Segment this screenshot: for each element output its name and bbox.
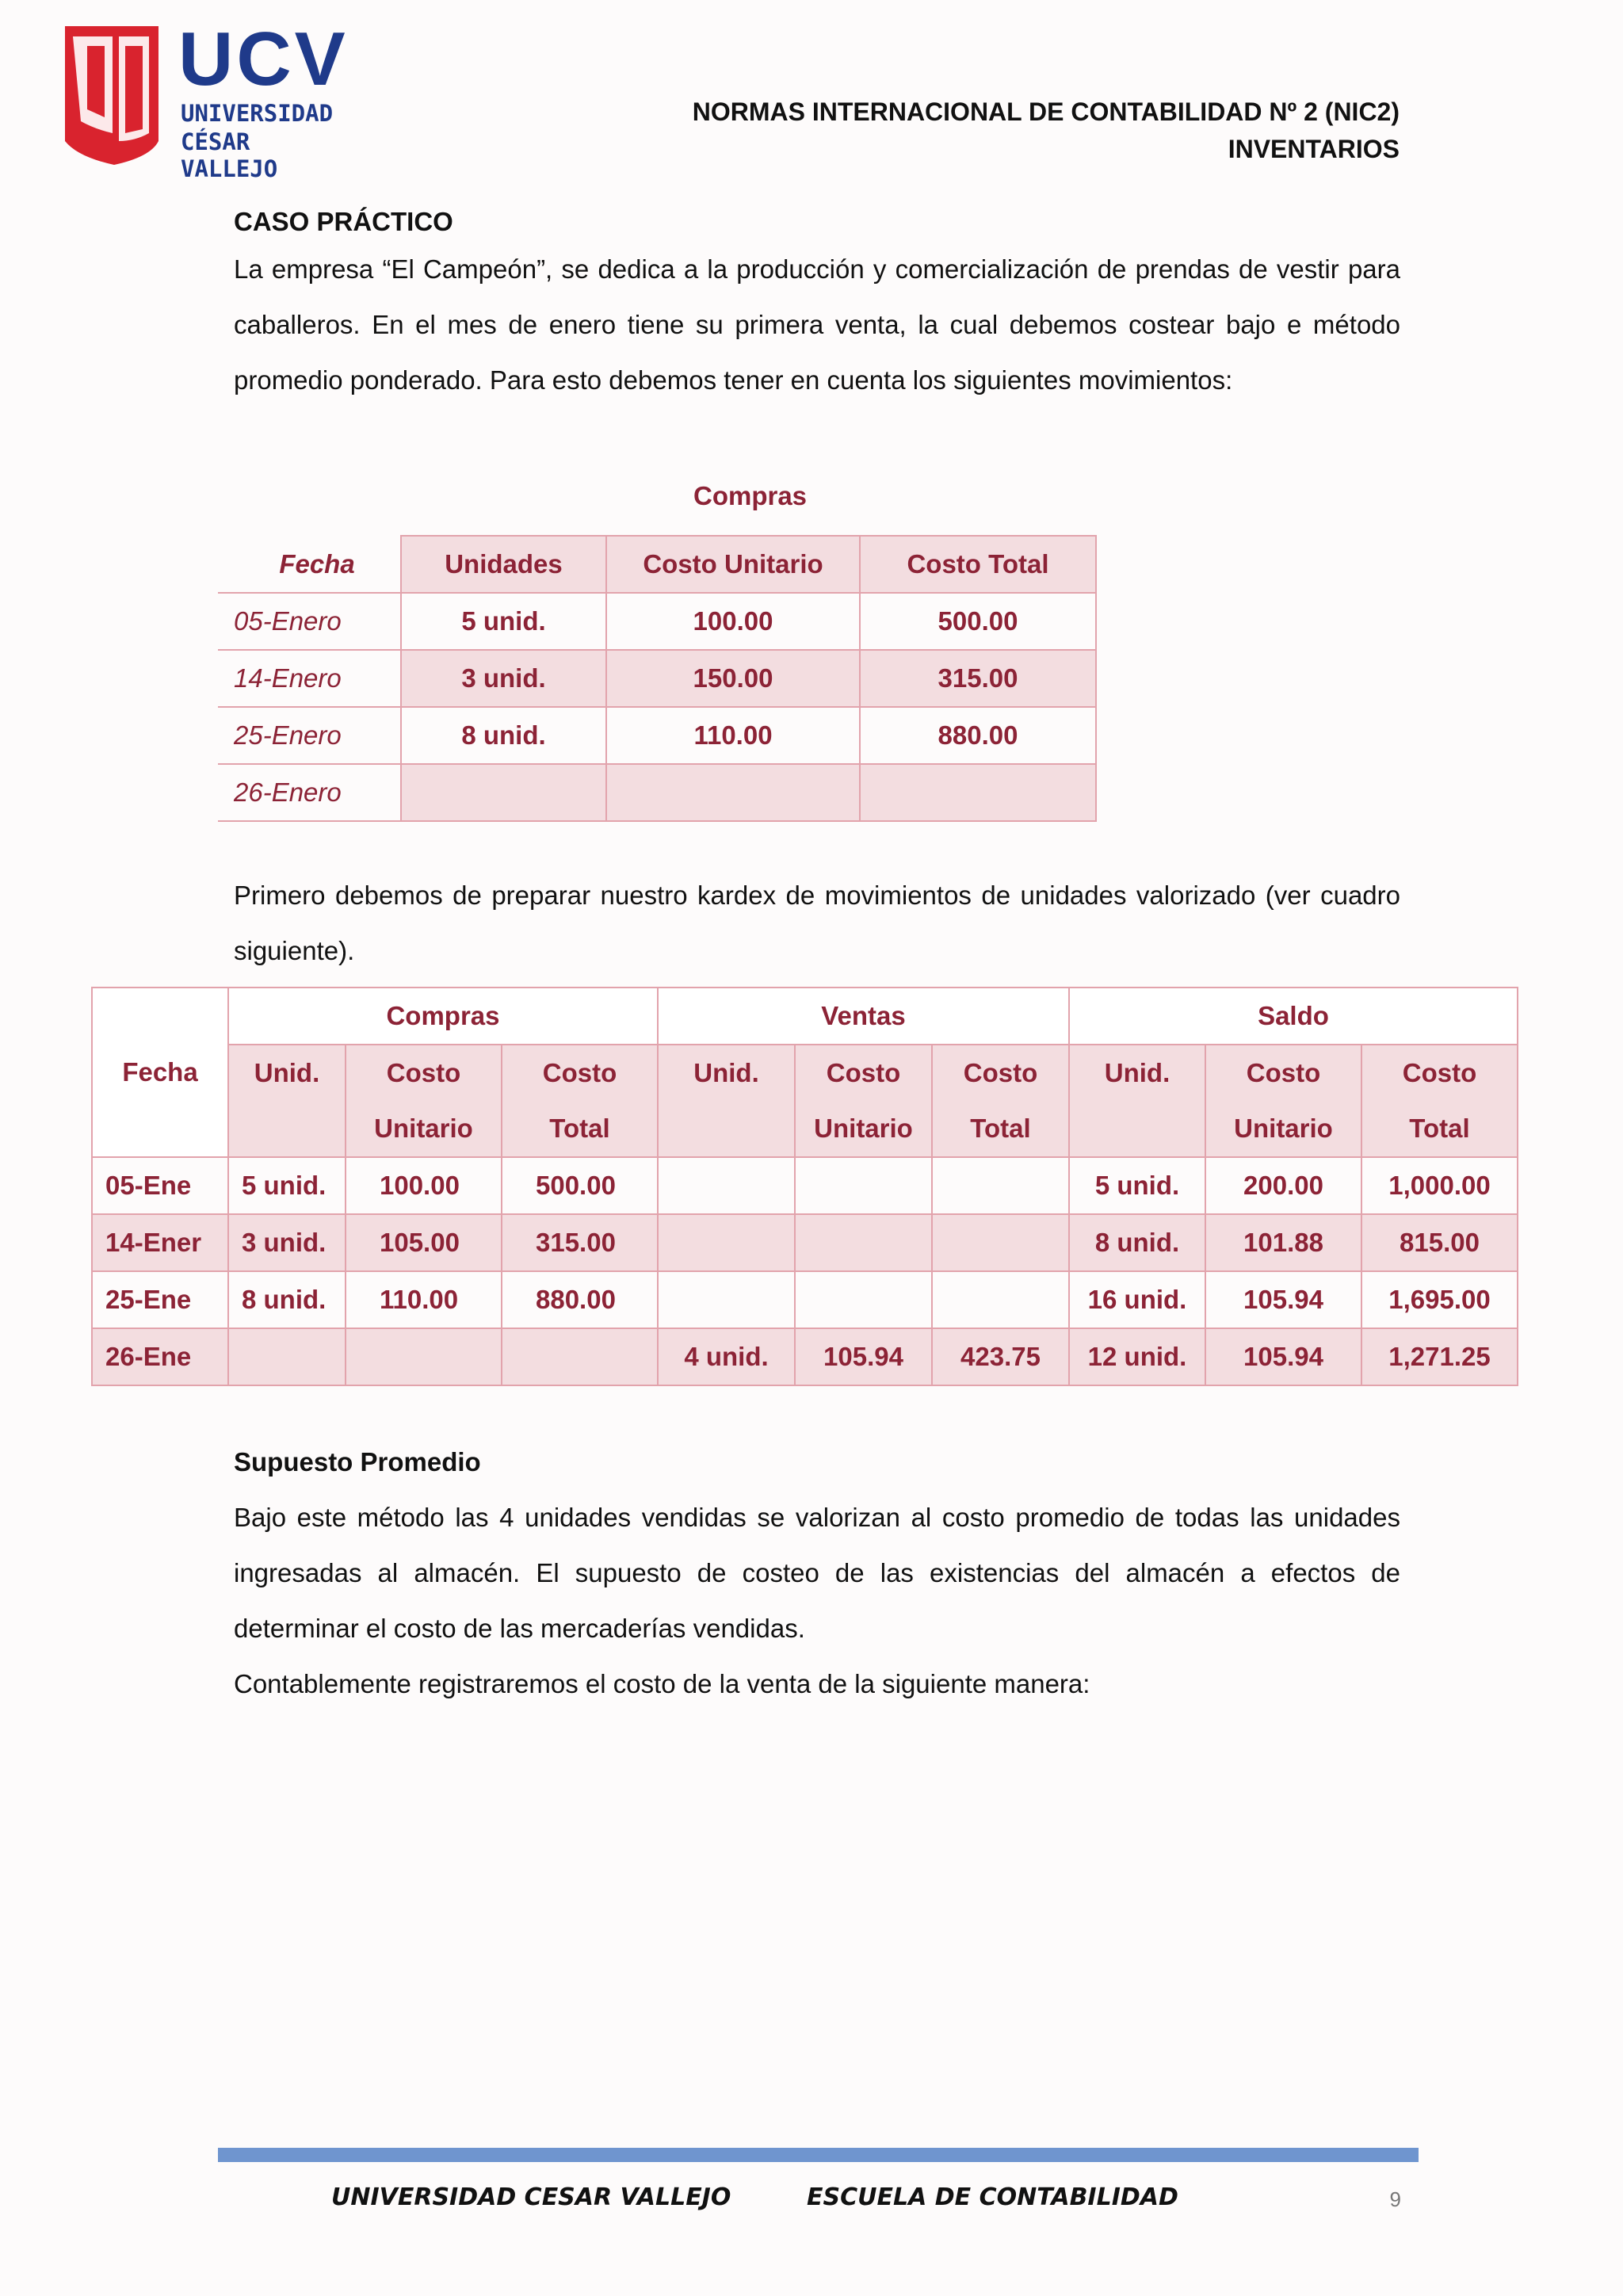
cell: 1,000.00 (1361, 1157, 1518, 1214)
cell-unidades: 8 unid. (401, 707, 606, 764)
cell: 100.00 (346, 1157, 502, 1214)
kardex-group-ventas: Ventas (658, 988, 1069, 1045)
cell: 105.94 (1205, 1328, 1361, 1385)
cell-costo-total: 315.00 (860, 650, 1096, 707)
cell: 110.00 (346, 1271, 502, 1328)
case-intro: La empresa “El Campeón”, se dedica a la producción y comercialización de prendas de vestir para caballeros. En el mes de enero tiene su primera venta, la cual debemos costear bajo e método promedio ponderado. Para esto debemos tener en cuenta los siguientes movimientos: (234, 254, 1400, 395)
sub-costo-total: Costo Total (1361, 1045, 1518, 1157)
header-line1: NORMAS INTERNACIONAL DE CONTABILIDAD Nº 2 (NIC2) (692, 97, 1400, 126)
sub-costo-unitario: Costo Unitario (795, 1045, 932, 1157)
logo-line2: CÉSAR VALLEJO (181, 128, 278, 182)
supuesto-para: Bajo este método las 4 unidades vendidas se valorizan al costo promedio de todas las unidades ingresadas al almacén. El supuesto de costeo de las existencias del almacén a efectos de determinar el costo de las mercaderías vendidas. (234, 1503, 1400, 1643)
header-costo-unitario: Costo Unitario (606, 536, 860, 593)
kardex-subheader-row (92, 1045, 1518, 1157)
cell: 105.94 (795, 1328, 932, 1385)
table-row (218, 650, 1096, 707)
cell (346, 1328, 502, 1385)
sub-costo-unitario: Costo Unitario (346, 1045, 502, 1157)
cell: 1,695.00 (1361, 1271, 1518, 1328)
logo-brand: UCV (178, 17, 349, 101)
cell-costo-unitario: 100.00 (606, 593, 860, 650)
kardex-group-compras: Compras (228, 988, 658, 1045)
cell: 16 unid. (1069, 1271, 1205, 1328)
cell-fecha: 25-Enero (218, 707, 401, 764)
cell: 5 unid. (228, 1157, 346, 1214)
footer-left: UNIVERSIDAD CESAR VALLEJO (331, 2183, 731, 2211)
cell-costo-unitario: 150.00 (606, 650, 860, 707)
kardex-group-saldo: Saldo (1069, 988, 1518, 1045)
cell: 880.00 (502, 1271, 658, 1328)
case-title: CASO PRÁCTICO (234, 207, 453, 236)
supuesto-line: Contablemente registraremos el costo de la venta de la siguiente manera: (234, 1669, 1090, 1698)
sub-unid: Unid. (658, 1045, 795, 1157)
cell (502, 1328, 658, 1385)
kardex-group-row (92, 988, 1518, 1045)
kardex-table (91, 987, 1518, 1386)
footer-right: ESCUELA DE CONTABILIDAD (807, 2183, 1178, 2211)
cell: 315.00 (502, 1214, 658, 1271)
page-number: 9 (1389, 2187, 1401, 2211)
cell-costo-total: 500.00 (860, 593, 1096, 650)
cell-fecha: 26-Enero (218, 764, 401, 821)
supuesto-section (234, 1435, 1400, 1712)
sub-costo-total: Costo Total (932, 1045, 1069, 1157)
cell-costo-unitario (606, 764, 860, 821)
header-unidades: Unidades (401, 536, 606, 593)
sub-costo-unitario: Costo Unitario (1205, 1045, 1361, 1157)
cell-unidades: 3 unid. (401, 650, 606, 707)
cell: 500.00 (502, 1157, 658, 1214)
cell: 12 unid. (1069, 1328, 1205, 1385)
cell-costo-total (860, 764, 1096, 821)
cell-fecha: 14-Ener (92, 1214, 228, 1271)
cell (795, 1157, 932, 1214)
header-fecha: Fecha (218, 536, 401, 593)
sub-unid: Unid. (228, 1045, 346, 1157)
cell (658, 1157, 795, 1214)
ucv-logo (63, 17, 349, 182)
purchases-table (218, 535, 1097, 822)
cell: 1,271.25 (1361, 1328, 1518, 1385)
cell (795, 1214, 932, 1271)
table-row (92, 1328, 1518, 1385)
table-header-row (218, 536, 1096, 593)
header-line2: INVENTARIOS (1228, 135, 1400, 163)
logo-line1: UNIVERSIDAD (181, 100, 334, 127)
cell: 8 unid. (228, 1271, 346, 1328)
cell (932, 1271, 1069, 1328)
supuesto-title: Supuesto Promedio (234, 1447, 481, 1477)
table1-caption: Compras (693, 481, 808, 510)
header-costo-total: Costo Total (860, 536, 1096, 593)
table-row (218, 764, 1096, 821)
cell-unidades: 5 unid. (401, 593, 606, 650)
footer-bar (218, 2148, 1419, 2162)
cell-costo-unitario: 110.00 (606, 707, 860, 764)
cell: 8 unid. (1069, 1214, 1205, 1271)
table-row (218, 593, 1096, 650)
table-row (92, 1214, 1518, 1271)
kardex-intro: Primero debemos de preparar nuestro kardex de movimientos de unidades valorizado (ver cuadro siguiente). (234, 881, 1400, 965)
cell-unidades (401, 764, 606, 821)
cell (795, 1271, 932, 1328)
cell-fecha: 05-Ene (92, 1157, 228, 1214)
document-header (693, 94, 1400, 168)
cell-fecha: 26-Ene (92, 1328, 228, 1385)
cell: 200.00 (1205, 1157, 1361, 1214)
cell-costo-total: 880.00 (860, 707, 1096, 764)
cell (658, 1214, 795, 1271)
cell: 105.94 (1205, 1271, 1361, 1328)
kardex-header-fecha: Fecha (92, 988, 228, 1157)
cell-fecha: 05-Enero (218, 593, 401, 650)
cell (228, 1328, 346, 1385)
cell (932, 1214, 1069, 1271)
cell: 105.00 (346, 1214, 502, 1271)
table-row (218, 707, 1096, 764)
cell: 4 unid. (658, 1328, 795, 1385)
cell-fecha: 14-Enero (218, 650, 401, 707)
cell: 101.88 (1205, 1214, 1361, 1271)
cell: 3 unid. (228, 1214, 346, 1271)
cell-fecha: 25-Ene (92, 1271, 228, 1328)
sub-costo-total: Costo Total (502, 1045, 658, 1157)
table-row (92, 1271, 1518, 1328)
case-section (234, 202, 1400, 408)
cell: 5 unid. (1069, 1157, 1205, 1214)
sub-unid: Unid. (1069, 1045, 1205, 1157)
cell: 423.75 (932, 1328, 1069, 1385)
cell: 815.00 (1361, 1214, 1518, 1271)
cell (932, 1157, 1069, 1214)
table-row (92, 1157, 1518, 1214)
cell (658, 1271, 795, 1328)
